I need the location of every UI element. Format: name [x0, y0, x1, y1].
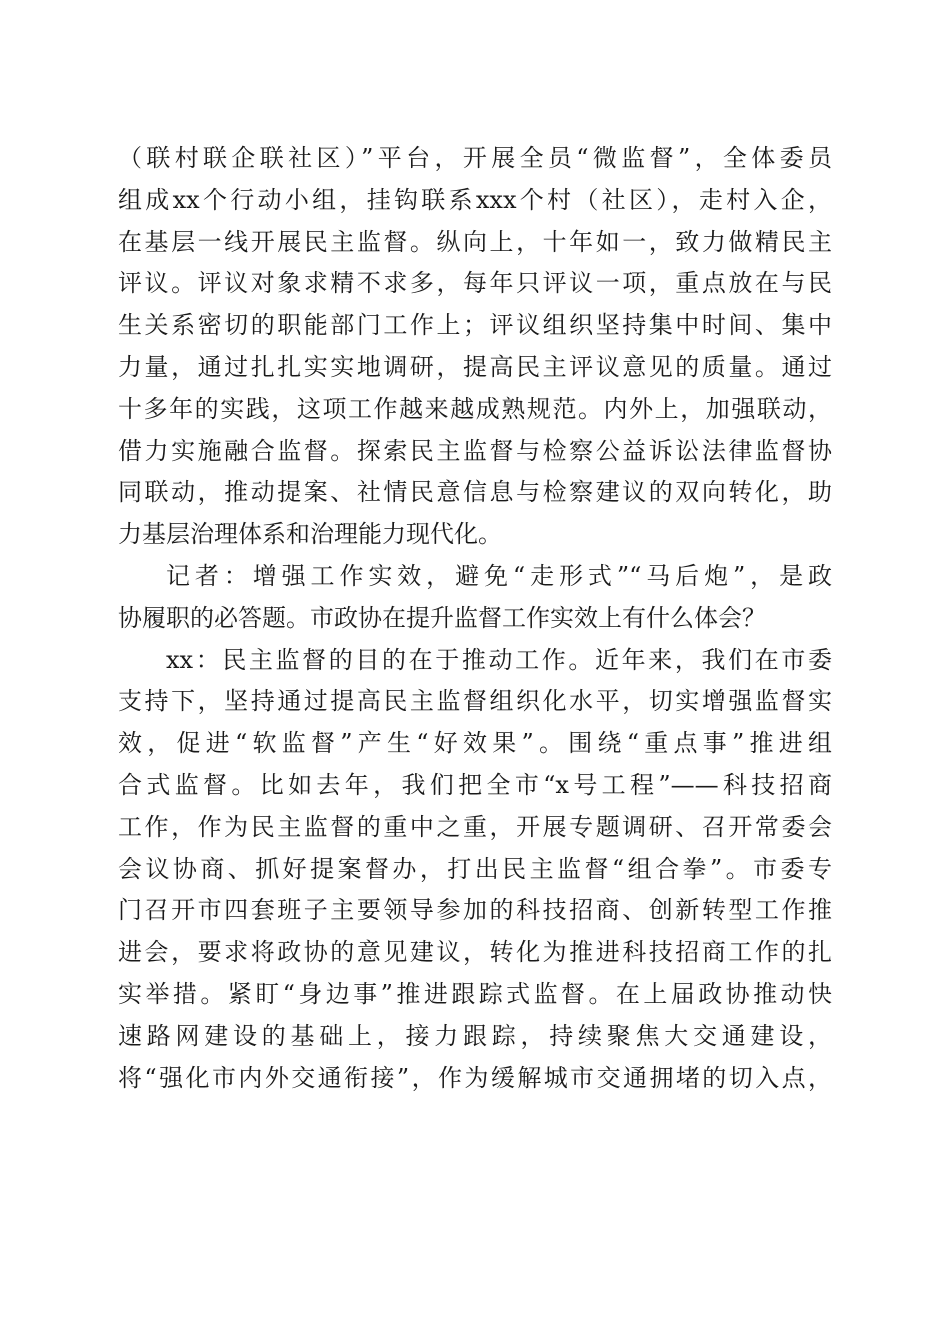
text-line: 速路网建设的基础上，接力跟踪，持续聚焦大交通建设， — [118, 1021, 832, 1050]
text-line: 力量，通过扎扎实实地调研，提高民主评议意见的质量。通过 — [118, 352, 832, 381]
text-line: 十多年的实践，这项工作越来越成熟规范。内外上，加强联动， — [118, 394, 832, 423]
text-line: 评议。评议对象求精不求多，每年只评议一项，重点放在与民 — [118, 269, 832, 298]
paragraph-2 — [118, 556, 832, 640]
text-line: 协履职的必答题。市政协在提升监督工作实效上有什么体会？ — [118, 603, 766, 632]
paragraph-1 — [118, 138, 832, 556]
text-line: xx：民主监督的目的在于推动工作。近年来，我们在市委 — [166, 645, 832, 674]
text-line: 支持下，坚持通过提高民主监督组织化水平，切实增强监督实 — [118, 687, 832, 716]
text-line: 合式监督。比如去年，我们把全市“x号工程”——科技招商 — [118, 770, 832, 799]
text-line: 效，促进“软监督”产生“好效果”。围绕“重点事”推进组 — [118, 729, 832, 758]
text-line: 将“强化市内外交通衔接”，作为缓解城市交通拥堵的切入点， — [118, 1063, 832, 1092]
text-line: 同联动，推动提案、社情民意信息与检察建议的双向转化，助 — [118, 478, 832, 507]
text-line: 记者：增强工作实效，避免“走形式”“马后炮”，是政 — [166, 561, 832, 590]
text-line: 门召开市四套班子主要领导参加的科技招商、创新转型工作推 — [118, 896, 832, 925]
article-body — [118, 138, 832, 1099]
text-line: 实举措。紧盯“身边事”推进跟踪式监督。在上届政协推动快 — [118, 979, 832, 1008]
text-line: 工作，作为民主监督的重中之重，开展专题调研、召开常委会 — [118, 812, 832, 841]
text-line: 会议协商、抓好提案督办，打出民主监督“组合拳”。市委专 — [118, 854, 832, 883]
paragraph-3 — [118, 640, 832, 1100]
text-line: 力基层治理体系和治理能力现代化。 — [118, 520, 502, 549]
text-line: 在基层一线开展民主监督。纵向上，十年如一，致力做精民主 — [118, 227, 832, 256]
text-line: （联村联企联社区）”平台，开展全员“微监督”，全体委员 — [118, 144, 832, 172]
text-line: 进会，要求将政协的意见建议，转化为推进科技招商工作的扎 — [118, 938, 832, 967]
text-line: 生关系密切的职能部门工作上；评议组织坚持集中时间、集中 — [118, 311, 832, 340]
text-line: 借力实施融合监督。探索民主监督与检察公益诉讼法律监督协 — [118, 436, 832, 465]
text-line: 组成xx个行动小组，挂钩联系xxx个村（社区），走村入企， — [118, 185, 832, 214]
